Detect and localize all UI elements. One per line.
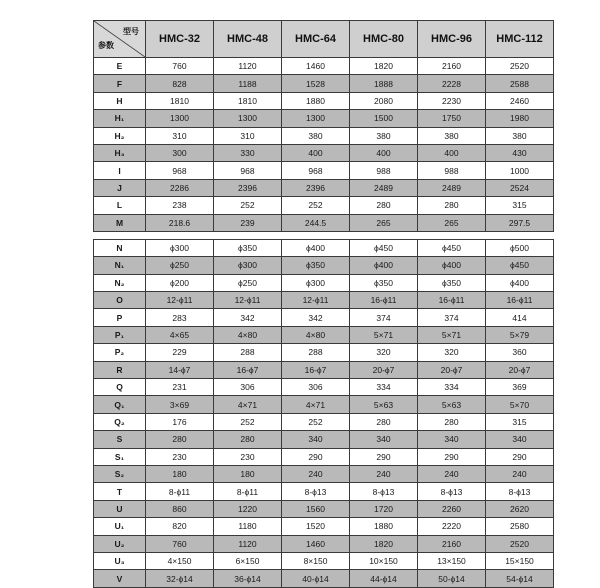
param-label: H — [94, 92, 146, 109]
table-row — [94, 344, 554, 361]
value-cell: 40-ϕ14 — [282, 570, 350, 587]
value-cell: 231 — [146, 379, 214, 396]
section-1-body — [94, 58, 554, 232]
value-cell: 288 — [214, 344, 282, 361]
value-cell: 1810 — [146, 92, 214, 109]
value-cell: 32-ϕ14 — [146, 570, 214, 587]
table-row — [94, 431, 554, 448]
value-cell: 252 — [214, 413, 282, 430]
value-cell: 290 — [486, 448, 554, 465]
model-header: HMC-64 — [282, 21, 350, 58]
table-row — [94, 179, 554, 196]
value-cell: 2588 — [486, 75, 554, 92]
value-cell: 36-ϕ14 — [214, 570, 282, 587]
value-cell: 2580 — [486, 518, 554, 535]
value-cell: ϕ450 — [486, 257, 554, 274]
value-cell: 2080 — [350, 92, 418, 109]
param-label: U — [94, 500, 146, 517]
param-label: Q₂ — [94, 413, 146, 430]
value-cell: 369 — [486, 379, 554, 396]
table-row — [94, 162, 554, 179]
value-cell: 5×71 — [418, 326, 486, 343]
value-cell: 2260 — [418, 500, 486, 517]
value-cell: 988 — [418, 162, 486, 179]
value-cell: 8-ϕ11 — [214, 483, 282, 500]
value-cell: 290 — [418, 448, 486, 465]
table-row — [94, 309, 554, 326]
param-label: M — [94, 214, 146, 231]
value-cell: 2460 — [486, 92, 554, 109]
value-cell: 414 — [486, 309, 554, 326]
value-cell: 8×150 — [282, 552, 350, 569]
value-cell: 2524 — [486, 179, 554, 196]
spec-table — [93, 20, 554, 588]
table-row — [94, 75, 554, 92]
value-cell: 1880 — [282, 92, 350, 109]
param-label: P₂ — [94, 344, 146, 361]
corner-header-cell — [94, 21, 146, 58]
table-row — [94, 483, 554, 500]
value-cell: ϕ500 — [486, 239, 554, 256]
value-cell: 16-ϕ7 — [282, 361, 350, 378]
value-cell: 2620 — [486, 500, 554, 517]
value-cell: 400 — [282, 144, 350, 161]
param-label: U₂ — [94, 535, 146, 552]
value-cell: 5×63 — [418, 396, 486, 413]
value-cell: 16-ϕ11 — [486, 292, 554, 309]
value-cell: 280 — [350, 413, 418, 430]
value-cell: 176 — [146, 413, 214, 430]
value-cell: 6×150 — [214, 552, 282, 569]
value-cell: 280 — [146, 431, 214, 448]
value-cell: 342 — [282, 309, 350, 326]
value-cell: ϕ300 — [214, 257, 282, 274]
value-cell: 240 — [350, 465, 418, 482]
value-cell: 374 — [418, 309, 486, 326]
param-label: L — [94, 197, 146, 214]
value-cell: 4×80 — [282, 326, 350, 343]
param-label: Q — [94, 379, 146, 396]
table-row — [94, 570, 554, 587]
value-cell: 12-ϕ11 — [214, 292, 282, 309]
value-cell: 2489 — [350, 179, 418, 196]
value-cell: 12-ϕ11 — [146, 292, 214, 309]
value-cell: 280 — [418, 197, 486, 214]
value-cell: 2286 — [146, 179, 214, 196]
value-cell: 180 — [146, 465, 214, 482]
value-cell: ϕ400 — [418, 257, 486, 274]
value-cell: 340 — [350, 431, 418, 448]
value-cell: 968 — [282, 162, 350, 179]
table-row — [94, 197, 554, 214]
value-cell: 239 — [214, 214, 282, 231]
value-cell: 20-ϕ7 — [350, 361, 418, 378]
value-cell: 400 — [418, 144, 486, 161]
value-cell: 12-ϕ11 — [282, 292, 350, 309]
value-cell: 230 — [146, 448, 214, 465]
value-cell: 15×150 — [486, 552, 554, 569]
value-cell: ϕ450 — [350, 239, 418, 256]
table-row — [94, 448, 554, 465]
value-cell: 760 — [146, 58, 214, 75]
value-cell: ϕ300 — [146, 239, 214, 256]
value-cell: 5×63 — [350, 396, 418, 413]
value-cell: 290 — [282, 448, 350, 465]
model-header: HMC-96 — [418, 21, 486, 58]
value-cell: 306 — [282, 379, 350, 396]
value-cell: 374 — [350, 309, 418, 326]
value-cell: 238 — [146, 197, 214, 214]
param-label: U₁ — [94, 518, 146, 535]
param-label: S — [94, 431, 146, 448]
value-cell: 252 — [214, 197, 282, 214]
value-cell: 1520 — [282, 518, 350, 535]
param-label: N — [94, 239, 146, 256]
value-cell: 2520 — [486, 58, 554, 75]
value-cell: 1460 — [282, 58, 350, 75]
value-cell: 1750 — [418, 110, 486, 127]
value-cell: 300 — [146, 144, 214, 161]
value-cell: 180 — [214, 465, 282, 482]
table-row — [94, 92, 554, 109]
value-cell: 340 — [282, 431, 350, 448]
param-label: R — [94, 361, 146, 378]
spec-table-container — [93, 20, 553, 588]
value-cell: 1120 — [214, 535, 282, 552]
param-label: N₂ — [94, 274, 146, 291]
corner-model-label: 型号 — [123, 27, 139, 36]
table-row — [94, 127, 554, 144]
table-row — [94, 58, 554, 75]
value-cell: 400 — [350, 144, 418, 161]
value-cell: 1188 — [214, 75, 282, 92]
value-cell: 2396 — [214, 179, 282, 196]
value-cell: 320 — [418, 344, 486, 361]
param-label: H₁ — [94, 110, 146, 127]
value-cell: 280 — [214, 431, 282, 448]
param-label: H₃ — [94, 144, 146, 161]
param-label: S₁ — [94, 448, 146, 465]
param-label: T — [94, 483, 146, 500]
table-row — [94, 274, 554, 291]
value-cell: 50-ϕ14 — [418, 570, 486, 587]
value-cell: 5×71 — [350, 326, 418, 343]
corner-param-label: 参数 — [98, 41, 114, 50]
value-cell: 1810 — [214, 92, 282, 109]
model-header: HMC-32 — [146, 21, 214, 58]
value-cell: 1820 — [350, 535, 418, 552]
table-row — [94, 379, 554, 396]
value-cell: 2228 — [418, 75, 486, 92]
value-cell: 8-ϕ11 — [146, 483, 214, 500]
param-label: P — [94, 309, 146, 326]
value-cell: 54-ϕ14 — [486, 570, 554, 587]
value-cell: ϕ250 — [146, 257, 214, 274]
param-label: O — [94, 292, 146, 309]
value-cell: 4×71 — [282, 396, 350, 413]
value-cell: 1460 — [282, 535, 350, 552]
table-row — [94, 214, 554, 231]
value-cell: 760 — [146, 535, 214, 552]
value-cell: 340 — [486, 431, 554, 448]
value-cell: 265 — [350, 214, 418, 231]
value-cell: 1560 — [282, 500, 350, 517]
value-cell: ϕ350 — [214, 239, 282, 256]
value-cell: 315 — [486, 197, 554, 214]
table-row — [94, 413, 554, 430]
value-cell: 2230 — [418, 92, 486, 109]
param-label: V — [94, 570, 146, 587]
value-cell: 1980 — [486, 110, 554, 127]
value-cell: 430 — [486, 144, 554, 161]
value-cell: 968 — [146, 162, 214, 179]
value-cell: 968 — [214, 162, 282, 179]
value-cell: 2160 — [418, 535, 486, 552]
value-cell: 1880 — [350, 518, 418, 535]
value-cell: 240 — [418, 465, 486, 482]
value-cell: 340 — [418, 431, 486, 448]
param-label: N₁ — [94, 257, 146, 274]
value-cell: 2160 — [418, 58, 486, 75]
table-row — [94, 110, 554, 127]
value-cell: 265 — [418, 214, 486, 231]
value-cell: ϕ200 — [146, 274, 214, 291]
value-cell: 315 — [486, 413, 554, 430]
value-cell: 310 — [214, 127, 282, 144]
value-cell: 5×79 — [486, 326, 554, 343]
value-cell: 4×80 — [214, 326, 282, 343]
value-cell: ϕ250 — [214, 274, 282, 291]
value-cell: 988 — [350, 162, 418, 179]
value-cell: 330 — [214, 144, 282, 161]
table-row — [94, 257, 554, 274]
value-cell: 1720 — [350, 500, 418, 517]
section-gap — [94, 231, 554, 239]
param-label: J — [94, 179, 146, 196]
param-label: S₂ — [94, 465, 146, 482]
table-row — [94, 326, 554, 343]
value-cell: 8-ϕ13 — [486, 483, 554, 500]
value-cell: 1528 — [282, 75, 350, 92]
value-cell: 288 — [282, 344, 350, 361]
value-cell: 306 — [214, 379, 282, 396]
value-cell: 252 — [282, 197, 350, 214]
table-row — [94, 500, 554, 517]
value-cell: 860 — [146, 500, 214, 517]
table-row — [94, 292, 554, 309]
table-row — [94, 144, 554, 161]
value-cell: 8-ϕ13 — [418, 483, 486, 500]
value-cell: 290 — [350, 448, 418, 465]
value-cell: ϕ400 — [350, 257, 418, 274]
value-cell: 1120 — [214, 58, 282, 75]
value-cell: 2489 — [418, 179, 486, 196]
value-cell: 16-ϕ11 — [350, 292, 418, 309]
value-cell: 252 — [282, 413, 350, 430]
value-cell: 1000 — [486, 162, 554, 179]
value-cell: 244.5 — [282, 214, 350, 231]
value-cell: ϕ350 — [418, 274, 486, 291]
value-cell: 820 — [146, 518, 214, 535]
value-cell: 320 — [350, 344, 418, 361]
value-cell: 8-ϕ13 — [282, 483, 350, 500]
value-cell: 380 — [350, 127, 418, 144]
value-cell: 2520 — [486, 535, 554, 552]
value-cell: 280 — [350, 197, 418, 214]
value-cell: ϕ400 — [486, 274, 554, 291]
value-cell: 13×150 — [418, 552, 486, 569]
table-row — [94, 552, 554, 569]
value-cell: 1180 — [214, 518, 282, 535]
table-row — [94, 465, 554, 482]
value-cell: 1820 — [350, 58, 418, 75]
value-cell: 20-ϕ7 — [418, 361, 486, 378]
param-label: F — [94, 75, 146, 92]
value-cell: 334 — [418, 379, 486, 396]
param-label: Q₁ — [94, 396, 146, 413]
value-cell: 16-ϕ11 — [418, 292, 486, 309]
value-cell: 334 — [350, 379, 418, 396]
param-label: I — [94, 162, 146, 179]
table-row — [94, 396, 554, 413]
value-cell: 240 — [282, 465, 350, 482]
value-cell: 342 — [214, 309, 282, 326]
value-cell: 16-ϕ7 — [214, 361, 282, 378]
param-label: P₁ — [94, 326, 146, 343]
value-cell: 20-ϕ7 — [486, 361, 554, 378]
value-cell: 230 — [214, 448, 282, 465]
table-row — [94, 518, 554, 535]
table-row — [94, 239, 554, 256]
value-cell: 44-ϕ14 — [350, 570, 418, 587]
value-cell: 310 — [146, 127, 214, 144]
value-cell: 380 — [486, 127, 554, 144]
value-cell: 229 — [146, 344, 214, 361]
value-cell: 1300 — [146, 110, 214, 127]
value-cell: 828 — [146, 75, 214, 92]
table-row — [94, 535, 554, 552]
model-header: HMC-80 — [350, 21, 418, 58]
value-cell: 297.5 — [486, 214, 554, 231]
value-cell: 1300 — [282, 110, 350, 127]
value-cell: 2396 — [282, 179, 350, 196]
model-header: HMC-112 — [486, 21, 554, 58]
value-cell: 218.6 — [146, 214, 214, 231]
value-cell: 1300 — [214, 110, 282, 127]
model-header: HMC-48 — [214, 21, 282, 58]
value-cell: 4×150 — [146, 552, 214, 569]
value-cell: 4×65 — [146, 326, 214, 343]
value-cell: 380 — [282, 127, 350, 144]
value-cell: 2220 — [418, 518, 486, 535]
value-cell: ϕ350 — [350, 274, 418, 291]
value-cell: 360 — [486, 344, 554, 361]
value-cell: ϕ400 — [282, 239, 350, 256]
value-cell: 10×150 — [350, 552, 418, 569]
value-cell: 8-ϕ13 — [350, 483, 418, 500]
value-cell: ϕ350 — [282, 257, 350, 274]
value-cell: 1888 — [350, 75, 418, 92]
value-cell: 1500 — [350, 110, 418, 127]
value-cell: 280 — [418, 413, 486, 430]
value-cell: 4×71 — [214, 396, 282, 413]
value-cell: ϕ450 — [418, 239, 486, 256]
value-cell: 1220 — [214, 500, 282, 517]
param-label: H₂ — [94, 127, 146, 144]
value-cell: ϕ300 — [282, 274, 350, 291]
value-cell: 5×70 — [486, 396, 554, 413]
param-label: E — [94, 58, 146, 75]
value-cell: 3×69 — [146, 396, 214, 413]
table-row — [94, 361, 554, 378]
value-cell: 240 — [486, 465, 554, 482]
value-cell: 380 — [418, 127, 486, 144]
value-cell: 14-ϕ7 — [146, 361, 214, 378]
param-label: U₃ — [94, 552, 146, 569]
header-row — [94, 21, 554, 58]
value-cell: 283 — [146, 309, 214, 326]
section-2-body — [94, 239, 554, 587]
